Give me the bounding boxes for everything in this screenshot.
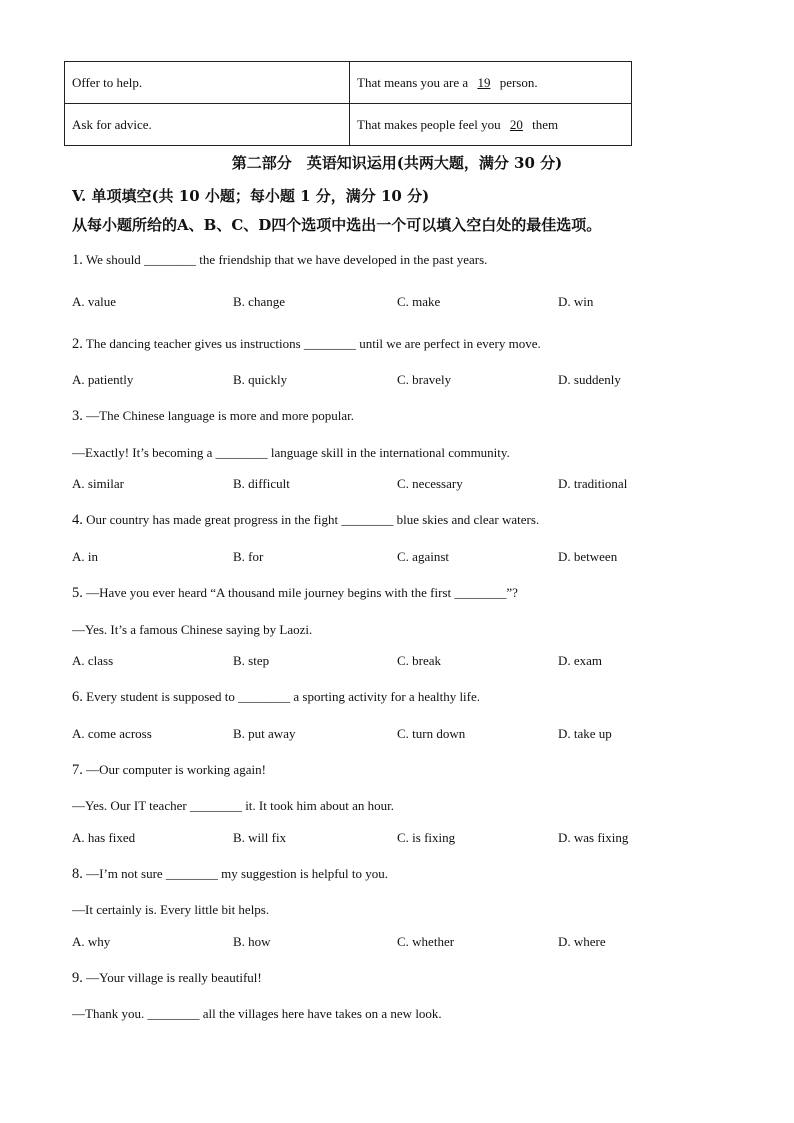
cell-text: person. xyxy=(496,74,538,90)
question-text: —Yes. Our IT teacher ________ it. It took him about an hour. xyxy=(72,798,394,813)
question-number: 5. xyxy=(72,585,83,601)
question-line xyxy=(72,445,510,461)
answer-option[interactable]: C. break xyxy=(397,653,442,668)
answer-option[interactable]: C. turn down xyxy=(397,726,466,741)
answer-option[interactable]: B. step xyxy=(233,653,270,668)
question-text: We should ________ the friendship that we have developed in the past years. xyxy=(85,252,488,267)
question-text: —Exactly! It’s becoming a ________ language skill in the international community. xyxy=(72,445,510,460)
answer-option[interactable]: A. similar xyxy=(72,476,124,491)
question-stem xyxy=(72,408,354,425)
answer-option[interactable]: A. value xyxy=(72,294,117,309)
question-text: —Thank you. ________ all the villages here have takes on a new look. xyxy=(72,1006,442,1021)
answer-option[interactable]: D. suddenly xyxy=(558,372,621,387)
answer-option[interactable]: C. bravely xyxy=(397,372,452,387)
question-line xyxy=(72,798,394,814)
question-stem xyxy=(72,689,480,706)
question-text: —Our computer is working again! xyxy=(86,762,266,777)
answer-option[interactable]: D. was fixing xyxy=(558,830,629,845)
question-stem xyxy=(72,866,388,883)
question-stem xyxy=(72,336,541,353)
answer-option[interactable]: B. for xyxy=(233,549,264,564)
section-title: V. 单项填空(共 10 小题；每小题 1 分，满分 10 分) xyxy=(72,187,430,205)
question-text: —It certainly is. Every little bit helps. xyxy=(72,902,270,917)
question-text: —Your village is really beautiful! xyxy=(86,970,262,985)
cell-text: That means you are a xyxy=(357,74,472,90)
part-title: 第二部分 英语知识运用(共两大题，满分 30 分) xyxy=(231,154,563,172)
question-number: 7. xyxy=(72,762,83,778)
question-stem xyxy=(72,762,266,779)
answer-option[interactable]: B. difficult xyxy=(233,476,290,491)
answer-option[interactable]: A. patiently xyxy=(72,372,134,387)
question-number: 3. xyxy=(72,408,83,424)
question-stem xyxy=(72,252,487,269)
instruction: 从每小题所给的A、B、C、D四个选项中选出一个可以填入空白处的最佳选项。 xyxy=(72,216,602,234)
table-cell xyxy=(350,62,632,104)
answer-option[interactable]: A. why xyxy=(72,934,111,949)
table-row xyxy=(65,104,632,146)
question-stem xyxy=(72,512,539,529)
answer-option[interactable]: B. change xyxy=(233,294,285,309)
answer-option[interactable]: B. will fix xyxy=(233,830,287,845)
question-text: Our country has made great progress in the fight ________ blue skies and clear waters. xyxy=(86,512,540,527)
table-cell: Ask for advice. xyxy=(65,104,350,146)
answer-option[interactable]: C. make xyxy=(397,294,441,309)
question-line xyxy=(72,1006,442,1022)
question-text: —Yes. It’s a famous Chinese saying by Laozi. xyxy=(72,622,313,637)
answer-option[interactable]: C. whether xyxy=(397,934,455,949)
question-stem xyxy=(72,970,262,987)
question-text: —Have you ever heard “A thousand mile journey begins with the first ________”? xyxy=(86,585,518,600)
cell-text: them xyxy=(528,116,559,132)
answer-option[interactable]: D. exam xyxy=(558,653,603,668)
question-number: 1. xyxy=(72,252,83,268)
table-row xyxy=(65,62,632,104)
question-number: 8. xyxy=(72,866,83,882)
answer-option[interactable]: A. class xyxy=(72,653,114,668)
answer-table xyxy=(64,61,632,146)
question-number: 9. xyxy=(72,970,83,986)
question-text: Every student is supposed to ________ a sporting activity for a healthy life. xyxy=(86,689,481,704)
question-text: —The Chinese language is more and more popular. xyxy=(86,408,354,423)
question-number: 4. xyxy=(72,512,83,528)
question-line xyxy=(72,622,312,638)
question-number: 2. xyxy=(72,336,83,352)
question-line xyxy=(72,902,269,918)
answer-option[interactable]: A. come across xyxy=(72,726,152,741)
table-cell: Offer to help. xyxy=(65,62,350,104)
question-number: 6. xyxy=(72,689,83,705)
blank-number: 19 xyxy=(477,74,491,90)
answer-option[interactable]: D. traditional xyxy=(558,476,628,491)
table-cell xyxy=(350,104,632,146)
answer-option[interactable]: C. is fixing xyxy=(397,830,456,845)
answer-option[interactable]: B. put away xyxy=(233,726,296,741)
answer-option[interactable]: C. necessary xyxy=(397,476,463,491)
cell-text: That makes people feel you xyxy=(357,116,504,132)
answer-option[interactable]: A. in xyxy=(72,549,98,564)
answer-option[interactable]: D. where xyxy=(558,934,606,949)
answer-option[interactable]: D. between xyxy=(558,549,618,564)
question-stem xyxy=(72,585,518,602)
answer-option[interactable]: A. has fixed xyxy=(72,830,136,845)
answer-option[interactable]: C. against xyxy=(397,549,449,564)
question-text: —I’m not sure ________ my suggestion is helpful to you. xyxy=(86,866,388,881)
answer-option[interactable]: B. quickly xyxy=(233,372,288,387)
answer-option[interactable]: D. take up xyxy=(558,726,612,741)
answer-option[interactable]: B. how xyxy=(233,934,271,949)
question-text: The dancing teacher gives us instructions ________ until we are perfect in every move. xyxy=(85,336,541,351)
answer-option[interactable]: D. win xyxy=(558,294,594,309)
blank-number: 20 xyxy=(509,116,523,132)
